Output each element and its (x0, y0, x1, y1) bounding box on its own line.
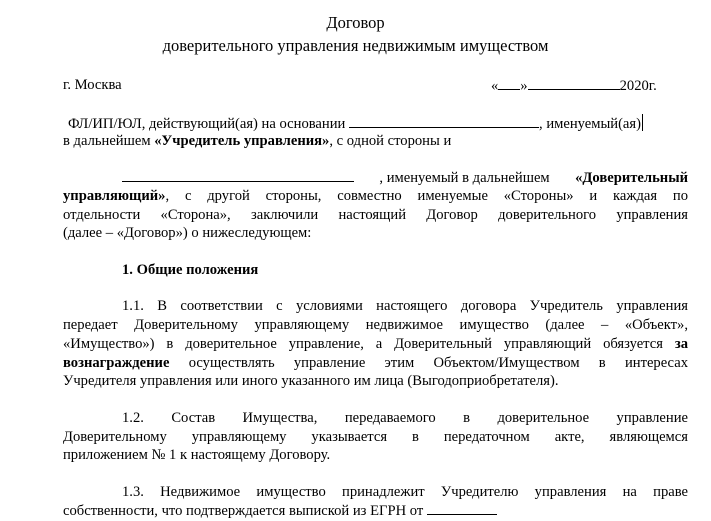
section-1-heading (122, 261, 258, 280)
clause-1-1-for-bold: за (674, 336, 688, 352)
date-line (491, 76, 657, 96)
trustee-term-part1: «Доверительный (575, 170, 688, 186)
party2-named-text: , именуемый в дальнейшем (379, 170, 550, 186)
clause-1-1-remuneration-bold: вознаграждение (63, 355, 170, 371)
document-subtitle: доверительного управления недвижимым имуществом (162, 36, 549, 55)
clause-1-1-line4 (63, 354, 688, 373)
basis-blank[interactable] (349, 114, 539, 128)
day-blank[interactable] (498, 76, 520, 90)
clause-1-1-line5: Учредителя управления или иного указанного им лица (Выгодоприобретателя). (63, 373, 559, 389)
party2-line3: отдельности «Сторона», заключили настоящий Договор доверительного управления (63, 207, 688, 223)
party2-other-side-text: , с другой стороны, совместно именуемые «Стороны» и каждая по (165, 188, 688, 204)
clause-1-1-line1: 1.1. В соответствии с условиями настоящего договора Учредитель управления (122, 298, 688, 314)
clause-1-3-line2 (63, 501, 497, 521)
trustee-term-part2: управляющий» (63, 188, 166, 204)
party1-line2 (63, 132, 451, 151)
party1-further-text: в дальнейшем (63, 133, 151, 149)
date-year: 2020г. (619, 78, 657, 94)
egrn-date-blank[interactable] (427, 501, 497, 515)
clause-1-1-line3 (63, 335, 688, 354)
clause-1-3-line1: 1.3. Недвижимое имущество принадлежит Учредителю управления на праве (122, 484, 688, 500)
party2-line1 (122, 168, 688, 188)
clause-1-1-line2: передает Доверительному управляющему недвижимое имущество (далее – «Объект», (63, 317, 688, 333)
text-cursor (642, 114, 643, 131)
founder-term: «Учредитель управления» (154, 133, 330, 149)
clause-1-2-line1: 1.2. Состав Имущества, передаваемого в доверительное управление (122, 410, 688, 426)
clause-1-2-line2: Доверительному управляющему указывается в передаточном акте, являющемся (63, 429, 688, 445)
document-title: Договор (326, 13, 385, 32)
party1-named-text: , именуемый(ая) (539, 116, 641, 132)
city-label: г. Москва (63, 77, 122, 93)
section-1-heading-text: 1. Общие положения (122, 262, 259, 278)
clause-1-3-line2-text: собственности, что подтверждается выпиской из ЕГРН от (63, 503, 424, 519)
party1-side-text: , с одной стороны и (329, 133, 452, 149)
trustee-name-blank[interactable] (122, 168, 354, 182)
party2-line4: (далее – «Договор») о нижеследующем: (63, 225, 312, 241)
party1-line1 (68, 114, 643, 134)
party1-basis-text: ФЛ/ИП/ЮЛ, действующий(ая) на основании (68, 116, 346, 132)
month-blank[interactable] (528, 76, 620, 90)
date-quote-close: » (520, 78, 528, 94)
date-quote-open: « (491, 78, 499, 94)
clause-1-1-line4-text: осуществлять управление этим Объектом/Имуществом в интересах (188, 355, 688, 371)
clause-1-1-line3-text: «Имущество») в доверительное управление, а Доверительный управляющий обязуется (63, 336, 663, 352)
party2-line2 (63, 187, 688, 206)
clause-1-2-line3: приложением № 1 к настоящему Договору. (63, 447, 331, 463)
